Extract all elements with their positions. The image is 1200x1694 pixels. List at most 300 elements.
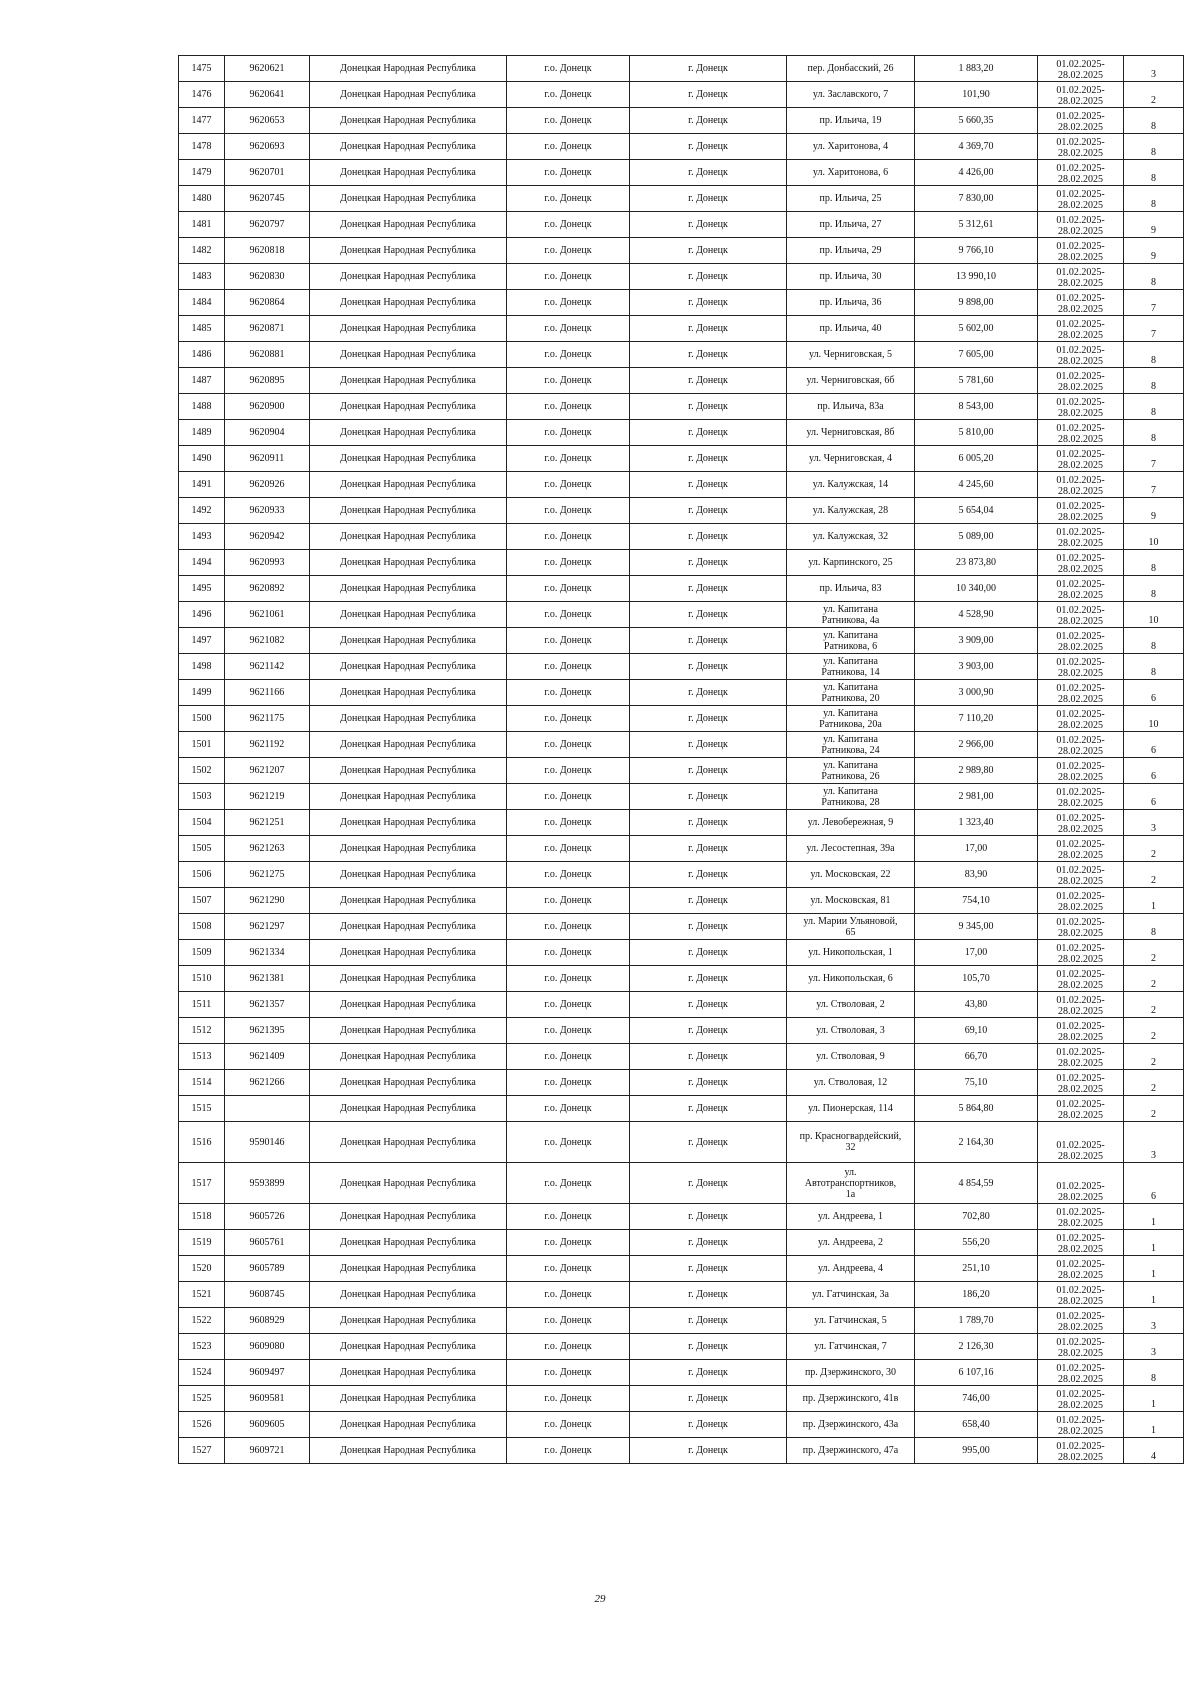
count-cell: 8 <box>1124 342 1184 368</box>
address-cell: ул. Капитана Ратникова, 28 <box>787 784 915 810</box>
count-cell: 3 <box>1124 56 1184 82</box>
region-cell: Донецкая Народная Республика <box>310 836 507 862</box>
period-cell: 01.02.2025- 28.02.2025 <box>1038 1230 1124 1256</box>
row-number-cell: 1526 <box>179 1412 225 1438</box>
period-cell: 01.02.2025- 28.02.2025 <box>1038 628 1124 654</box>
row-number-cell: 1490 <box>179 446 225 472</box>
region-cell: Донецкая Народная Республика <box>310 290 507 316</box>
district-cell: г.о. Донецк <box>507 212 630 238</box>
region-cell: Донецкая Народная Республика <box>310 680 507 706</box>
period-cell: 01.02.2025- 28.02.2025 <box>1038 186 1124 212</box>
object-code-cell: 9621395 <box>225 1018 310 1044</box>
address-cell: ул. Левобережная, 9 <box>787 810 915 836</box>
table-row <box>179 472 1184 498</box>
table-row <box>179 1282 1184 1308</box>
row-number-cell: 1488 <box>179 394 225 420</box>
table-row <box>179 862 1184 888</box>
address-cell: ул. Стволовая, 3 <box>787 1018 915 1044</box>
table-row <box>179 1122 1184 1163</box>
period-cell: 01.02.2025- 28.02.2025 <box>1038 1360 1124 1386</box>
address-cell: ул. Никопольская, 1 <box>787 940 915 966</box>
address-cell: ул. Капитана Ратникова, 24 <box>787 732 915 758</box>
city-cell: г. Донецк <box>630 784 787 810</box>
area-cell: 1 789,70 <box>915 1308 1038 1334</box>
area-cell: 2 981,00 <box>915 784 1038 810</box>
address-cell: пер. Донбасский, 26 <box>787 56 915 82</box>
object-code-cell: 9620653 <box>225 108 310 134</box>
object-code-cell: 9621175 <box>225 706 310 732</box>
table-row <box>179 654 1184 680</box>
city-cell: г. Донецк <box>630 524 787 550</box>
count-cell: 8 <box>1124 186 1184 212</box>
row-number-cell: 1492 <box>179 498 225 524</box>
area-cell: 17,00 <box>915 940 1038 966</box>
region-cell: Донецкая Народная Республика <box>310 1070 507 1096</box>
district-cell: г.о. Донецк <box>507 1122 630 1163</box>
address-cell: ул. Черниговская, 4 <box>787 446 915 472</box>
city-cell: г. Донецк <box>630 108 787 134</box>
period-cell: 01.02.2025- 28.02.2025 <box>1038 992 1124 1018</box>
address-cell: пр. Ильича, 27 <box>787 212 915 238</box>
area-cell: 702,80 <box>915 1204 1038 1230</box>
city-cell: г. Донецк <box>630 1070 787 1096</box>
count-cell: 8 <box>1124 134 1184 160</box>
count-cell: 3 <box>1124 1122 1184 1163</box>
table-row <box>179 758 1184 784</box>
address-cell: пр. Ильича, 30 <box>787 264 915 290</box>
area-cell: 1 323,40 <box>915 810 1038 836</box>
region-cell: Донецкая Народная Республика <box>310 1122 507 1163</box>
row-number-cell: 1525 <box>179 1386 225 1412</box>
region-cell: Донецкая Народная Республика <box>310 160 507 186</box>
object-code-cell: 9620993 <box>225 550 310 576</box>
address-cell: ул. Автотранспортников, 1а <box>787 1163 915 1204</box>
period-cell: 01.02.2025- 28.02.2025 <box>1038 1204 1124 1230</box>
table-row <box>179 342 1184 368</box>
district-cell: г.о. Донецк <box>507 82 630 108</box>
count-cell: 8 <box>1124 420 1184 446</box>
address-cell: ул. Карпинского, 25 <box>787 550 915 576</box>
region-cell: Донецкая Народная Республика <box>310 1438 507 1464</box>
table-row <box>179 1308 1184 1334</box>
region-cell: Донецкая Народная Республика <box>310 732 507 758</box>
area-cell: 10 340,00 <box>915 576 1038 602</box>
count-cell: 2 <box>1124 1018 1184 1044</box>
count-cell: 7 <box>1124 316 1184 342</box>
count-cell: 4 <box>1124 1438 1184 1464</box>
region-cell: Донецкая Народная Республика <box>310 914 507 940</box>
count-cell: 2 <box>1124 1044 1184 1070</box>
period-cell: 01.02.2025- 28.02.2025 <box>1038 784 1124 810</box>
period-cell: 01.02.2025- 28.02.2025 <box>1038 108 1124 134</box>
district-cell: г.о. Донецк <box>507 602 630 628</box>
area-cell: 5 864,80 <box>915 1096 1038 1122</box>
period-cell: 01.02.2025- 28.02.2025 <box>1038 524 1124 550</box>
city-cell: г. Донецк <box>630 576 787 602</box>
object-code-cell: 9621251 <box>225 810 310 836</box>
city-cell: г. Донецк <box>630 732 787 758</box>
district-cell: г.о. Донецк <box>507 420 630 446</box>
object-code-cell: 9621357 <box>225 992 310 1018</box>
count-cell: 2 <box>1124 992 1184 1018</box>
count-cell: 8 <box>1124 628 1184 654</box>
object-code-cell: 9620881 <box>225 342 310 368</box>
row-number-cell: 1502 <box>179 758 225 784</box>
period-cell: 01.02.2025- 28.02.2025 <box>1038 914 1124 940</box>
object-code-cell: 9620911 <box>225 446 310 472</box>
period-cell: 01.02.2025- 28.02.2025 <box>1038 602 1124 628</box>
region-cell: Донецкая Народная Республика <box>310 1360 507 1386</box>
city-cell: г. Донецк <box>630 992 787 1018</box>
count-cell: 6 <box>1124 758 1184 784</box>
city-cell: г. Донецк <box>630 82 787 108</box>
area-cell: 1 883,20 <box>915 56 1038 82</box>
period-cell: 01.02.2025- 28.02.2025 <box>1038 446 1124 472</box>
region-cell: Донецкая Народная Республика <box>310 1282 507 1308</box>
object-code-cell: 9609581 <box>225 1386 310 1412</box>
city-cell: г. Донецк <box>630 940 787 966</box>
row-number-cell: 1508 <box>179 914 225 940</box>
region-cell: Донецкая Народная Республика <box>310 1230 507 1256</box>
region-cell: Донецкая Народная Республика <box>310 446 507 472</box>
city-cell: г. Донецк <box>630 706 787 732</box>
table-row <box>179 836 1184 862</box>
district-cell: г.о. Донецк <box>507 862 630 888</box>
row-number-cell: 1484 <box>179 290 225 316</box>
region-cell: Донецкая Народная Республика <box>310 1096 507 1122</box>
object-code-cell: 9620745 <box>225 186 310 212</box>
area-cell: 101,90 <box>915 82 1038 108</box>
row-number-cell: 1479 <box>179 160 225 186</box>
area-cell: 69,10 <box>915 1018 1038 1044</box>
address-cell: ул. Московская, 22 <box>787 862 915 888</box>
city-cell: г. Донецк <box>630 680 787 706</box>
region-cell: Донецкая Народная Республика <box>310 56 507 82</box>
district-cell: г.о. Донецк <box>507 1204 630 1230</box>
count-cell: 9 <box>1124 238 1184 264</box>
city-cell: г. Донецк <box>630 602 787 628</box>
address-cell: ул. Калужская, 32 <box>787 524 915 550</box>
city-cell: г. Донецк <box>630 212 787 238</box>
page-number: 29 <box>594 1593 606 1605</box>
row-number-cell: 1498 <box>179 654 225 680</box>
district-cell: г.о. Донецк <box>507 732 630 758</box>
object-code-cell: 9590146 <box>225 1122 310 1163</box>
table-row <box>179 940 1184 966</box>
table-row <box>179 1386 1184 1412</box>
row-number-cell: 1514 <box>179 1070 225 1096</box>
period-cell: 01.02.2025- 28.02.2025 <box>1038 264 1124 290</box>
period-cell: 01.02.2025- 28.02.2025 <box>1038 316 1124 342</box>
district-cell: г.о. Донецк <box>507 498 630 524</box>
area-cell: 658,40 <box>915 1412 1038 1438</box>
district-cell: г.о. Донецк <box>507 1230 630 1256</box>
row-number-cell: 1486 <box>179 342 225 368</box>
table-row <box>179 238 1184 264</box>
area-cell: 2 989,80 <box>915 758 1038 784</box>
district-cell: г.о. Донецк <box>507 784 630 810</box>
object-code-cell: 9621192 <box>225 732 310 758</box>
count-cell: 2 <box>1124 82 1184 108</box>
address-cell: ул. Андреева, 1 <box>787 1204 915 1230</box>
object-code-cell: 9621297 <box>225 914 310 940</box>
area-cell: 2 126,30 <box>915 1334 1038 1360</box>
count-cell: 10 <box>1124 602 1184 628</box>
address-cell: ул. Московская, 81 <box>787 888 915 914</box>
district-cell: г.о. Донецк <box>507 914 630 940</box>
district-cell: г.о. Донецк <box>507 238 630 264</box>
table-row <box>179 1334 1184 1360</box>
object-code-cell: 9620892 <box>225 576 310 602</box>
city-cell: г. Донецк <box>630 966 787 992</box>
district-cell: г.о. Донецк <box>507 940 630 966</box>
count-cell: 7 <box>1124 290 1184 316</box>
table-row <box>179 1256 1184 1282</box>
row-number-cell: 1491 <box>179 472 225 498</box>
address-cell: ул. Андреева, 2 <box>787 1230 915 1256</box>
address-cell: ул. Стволовая, 9 <box>787 1044 915 1070</box>
district-cell: г.о. Донецк <box>507 576 630 602</box>
address-cell: пр. Дзержинского, 43а <box>787 1412 915 1438</box>
count-cell: 8 <box>1124 1360 1184 1386</box>
address-cell: ул. Харитонова, 6 <box>787 160 915 186</box>
region-cell: Донецкая Народная Республика <box>310 186 507 212</box>
object-code-cell: 9621061 <box>225 602 310 628</box>
row-number-cell: 1503 <box>179 784 225 810</box>
city-cell: г. Донецк <box>630 420 787 446</box>
city-cell: г. Донецк <box>630 1360 787 1386</box>
count-cell: 8 <box>1124 264 1184 290</box>
area-cell: 23 873,80 <box>915 550 1038 576</box>
row-number-cell: 1485 <box>179 316 225 342</box>
row-number-cell: 1511 <box>179 992 225 1018</box>
table-row <box>179 1204 1184 1230</box>
table-row <box>179 160 1184 186</box>
count-cell: 10 <box>1124 706 1184 732</box>
row-number-cell: 1477 <box>179 108 225 134</box>
address-cell: ул. Капитана Ратникова, 20а <box>787 706 915 732</box>
table-row <box>179 966 1184 992</box>
address-cell: пр. Ильича, 83а <box>787 394 915 420</box>
period-cell: 01.02.2025- 28.02.2025 <box>1038 576 1124 602</box>
object-code-cell: 9621409 <box>225 1044 310 1070</box>
area-cell: 9 345,00 <box>915 914 1038 940</box>
period-cell: 01.02.2025- 28.02.2025 <box>1038 1282 1124 1308</box>
city-cell: г. Донецк <box>630 758 787 784</box>
area-cell: 7 605,00 <box>915 342 1038 368</box>
region-cell: Донецкая Народная Республика <box>310 238 507 264</box>
district-cell: г.о. Донецк <box>507 368 630 394</box>
area-cell: 5 654,04 <box>915 498 1038 524</box>
row-number-cell: 1527 <box>179 1438 225 1464</box>
count-cell: 2 <box>1124 940 1184 966</box>
table-row <box>179 732 1184 758</box>
row-number-cell: 1510 <box>179 966 225 992</box>
area-cell: 9 898,00 <box>915 290 1038 316</box>
region-cell: Донецкая Народная Республика <box>310 472 507 498</box>
district-cell: г.о. Донецк <box>507 1386 630 1412</box>
count-cell: 10 <box>1124 524 1184 550</box>
count-cell: 8 <box>1124 914 1184 940</box>
region-cell: Донецкая Народная Республика <box>310 1204 507 1230</box>
table-row <box>179 1412 1184 1438</box>
city-cell: г. Донецк <box>630 914 787 940</box>
object-code-cell: 9621082 <box>225 628 310 654</box>
address-cell: ул. Никопольская, 6 <box>787 966 915 992</box>
region-cell: Донецкая Народная Республика <box>310 394 507 420</box>
period-cell: 01.02.2025- 28.02.2025 <box>1038 836 1124 862</box>
table-row <box>179 134 1184 160</box>
row-number-cell: 1518 <box>179 1204 225 1230</box>
row-number-cell: 1482 <box>179 238 225 264</box>
area-cell: 4 426,00 <box>915 160 1038 186</box>
object-code-cell: 9621290 <box>225 888 310 914</box>
object-code-cell: 9609080 <box>225 1334 310 1360</box>
city-cell: г. Донецк <box>630 1256 787 1282</box>
period-cell: 01.02.2025- 28.02.2025 <box>1038 290 1124 316</box>
row-number-cell: 1497 <box>179 628 225 654</box>
object-code-cell: 9620818 <box>225 238 310 264</box>
period-cell: 01.02.2025- 28.02.2025 <box>1038 394 1124 420</box>
city-cell: г. Донецк <box>630 238 787 264</box>
row-number-cell: 1516 <box>179 1122 225 1163</box>
address-cell: пр. Ильича, 25 <box>787 186 915 212</box>
district-cell: г.о. Донецк <box>507 654 630 680</box>
address-cell: ул. Стволовая, 2 <box>787 992 915 1018</box>
district-cell: г.о. Донецк <box>507 290 630 316</box>
period-cell: 01.02.2025- 28.02.2025 <box>1038 940 1124 966</box>
area-cell: 13 990,10 <box>915 264 1038 290</box>
period-cell: 01.02.2025- 28.02.2025 <box>1038 732 1124 758</box>
count-cell: 8 <box>1124 550 1184 576</box>
district-cell: г.о. Донецк <box>507 810 630 836</box>
object-code-cell: 9620864 <box>225 290 310 316</box>
region-cell: Донецкая Народная Республика <box>310 498 507 524</box>
period-cell: 01.02.2025- 28.02.2025 <box>1038 1018 1124 1044</box>
district-cell: г.о. Донецк <box>507 1096 630 1122</box>
area-cell: 5 312,61 <box>915 212 1038 238</box>
district-cell: г.о. Донецк <box>507 550 630 576</box>
period-cell: 01.02.2025- 28.02.2025 <box>1038 1438 1124 1464</box>
period-cell: 01.02.2025- 28.02.2025 <box>1038 680 1124 706</box>
row-number-cell: 1476 <box>179 82 225 108</box>
row-number-cell: 1480 <box>179 186 225 212</box>
period-cell: 01.02.2025- 28.02.2025 <box>1038 1096 1124 1122</box>
object-code-cell: 9609497 <box>225 1360 310 1386</box>
address-cell: ул. Черниговская, 8б <box>787 420 915 446</box>
count-cell: 1 <box>1124 1230 1184 1256</box>
area-cell: 746,00 <box>915 1386 1038 1412</box>
area-cell: 3 000,90 <box>915 680 1038 706</box>
table-row <box>179 1360 1184 1386</box>
address-cell: ул. Андреева, 4 <box>787 1256 915 1282</box>
count-cell: 7 <box>1124 472 1184 498</box>
row-number-cell: 1517 <box>179 1163 225 1204</box>
period-cell: 01.02.2025- 28.02.2025 <box>1038 1412 1124 1438</box>
city-cell: г. Донецк <box>630 628 787 654</box>
period-cell: 01.02.2025- 28.02.2025 <box>1038 82 1124 108</box>
district-cell: г.о. Донецк <box>507 342 630 368</box>
count-cell: 3 <box>1124 1334 1184 1360</box>
city-cell: г. Донецк <box>630 888 787 914</box>
row-number-cell: 1509 <box>179 940 225 966</box>
area-cell: 754,10 <box>915 888 1038 914</box>
region-cell: Донецкая Народная Республика <box>310 654 507 680</box>
district-cell: г.о. Донецк <box>507 1163 630 1204</box>
area-cell: 17,00 <box>915 836 1038 862</box>
city-cell: г. Донецк <box>630 654 787 680</box>
district-cell: г.о. Донецк <box>507 1308 630 1334</box>
region-cell: Донецкая Народная Республика <box>310 420 507 446</box>
count-cell: 9 <box>1124 212 1184 238</box>
row-number-cell: 1522 <box>179 1308 225 1334</box>
district-cell: г.о. Донецк <box>507 186 630 212</box>
address-cell: ул. Капитана Ратникова, 14 <box>787 654 915 680</box>
address-cell: ул. Харитонова, 4 <box>787 134 915 160</box>
table-row <box>179 888 1184 914</box>
district-cell: г.о. Донецк <box>507 160 630 186</box>
table-row <box>179 914 1184 940</box>
district-cell: г.о. Донецк <box>507 1018 630 1044</box>
city-cell: г. Донецк <box>630 316 787 342</box>
period-cell: 01.02.2025- 28.02.2025 <box>1038 758 1124 784</box>
period-cell: 01.02.2025- 28.02.2025 <box>1038 550 1124 576</box>
district-cell: г.о. Донецк <box>507 836 630 862</box>
object-code-cell: 9620701 <box>225 160 310 186</box>
object-code-cell <box>225 1096 310 1122</box>
row-number-cell: 1504 <box>179 810 225 836</box>
object-code-cell: 9620621 <box>225 56 310 82</box>
region-cell: Донецкая Народная Республика <box>310 888 507 914</box>
region-cell: Донецкая Народная Республика <box>310 108 507 134</box>
city-cell: г. Донецк <box>630 1204 787 1230</box>
area-cell: 9 766,10 <box>915 238 1038 264</box>
area-cell: 66,70 <box>915 1044 1038 1070</box>
address-cell: ул. Калужская, 14 <box>787 472 915 498</box>
region-cell: Донецкая Народная Республика <box>310 784 507 810</box>
count-cell: 1 <box>1124 1412 1184 1438</box>
count-cell: 9 <box>1124 498 1184 524</box>
count-cell: 1 <box>1124 888 1184 914</box>
region-cell: Донецкая Народная Республика <box>310 1386 507 1412</box>
row-number-cell: 1478 <box>179 134 225 160</box>
city-cell: г. Донецк <box>630 472 787 498</box>
region-cell: Донецкая Народная Республика <box>310 1163 507 1204</box>
period-cell: 01.02.2025- 28.02.2025 <box>1038 706 1124 732</box>
object-code-cell: 9620693 <box>225 134 310 160</box>
address-cell: пр. Дзержинского, 30 <box>787 1360 915 1386</box>
object-code-cell: 9593899 <box>225 1163 310 1204</box>
area-cell: 2 966,00 <box>915 732 1038 758</box>
table-row <box>179 264 1184 290</box>
city-cell: г. Донецк <box>630 1230 787 1256</box>
city-cell: г. Донецк <box>630 1044 787 1070</box>
address-cell: ул. Пионерская, 114 <box>787 1096 915 1122</box>
region-cell: Донецкая Народная Республика <box>310 706 507 732</box>
area-cell: 3 903,00 <box>915 654 1038 680</box>
row-number-cell: 1487 <box>179 368 225 394</box>
area-cell: 43,80 <box>915 992 1038 1018</box>
city-cell: г. Донецк <box>630 1122 787 1163</box>
address-cell: пр. Ильича, 40 <box>787 316 915 342</box>
count-cell: 6 <box>1124 784 1184 810</box>
period-cell: 01.02.2025- 28.02.2025 <box>1038 1334 1124 1360</box>
address-cell: ул. Марии Ульяновой, 65 <box>787 914 915 940</box>
count-cell: 6 <box>1124 1163 1184 1204</box>
city-cell: г. Донецк <box>630 56 787 82</box>
object-code-cell: 9621334 <box>225 940 310 966</box>
object-code-cell: 9620942 <box>225 524 310 550</box>
